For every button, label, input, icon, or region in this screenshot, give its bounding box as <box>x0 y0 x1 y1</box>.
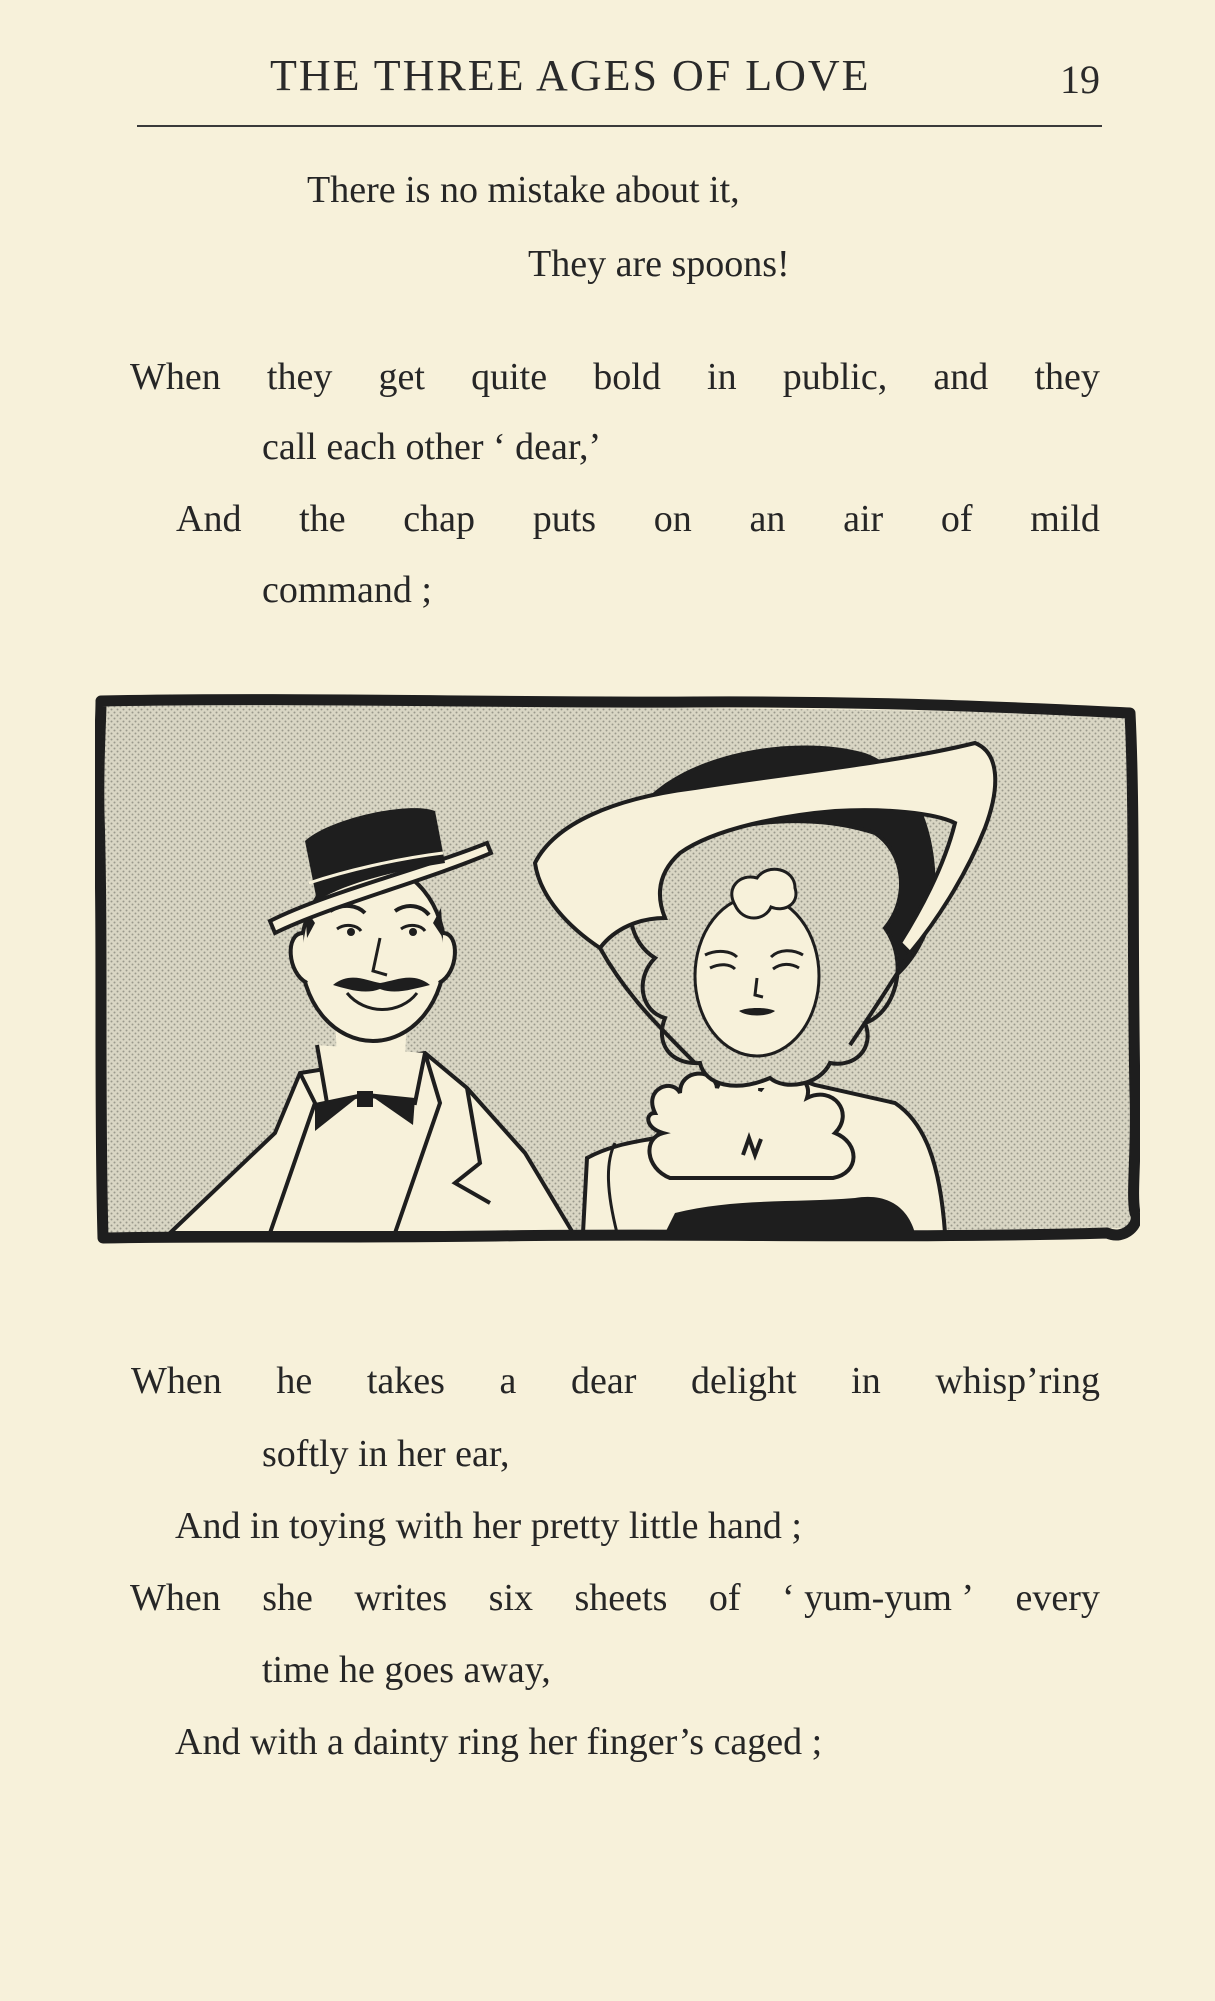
verse-word: of <box>708 1577 741 1619</box>
verse-line <box>131 1359 1100 1403</box>
verse-word: in <box>707 356 737 398</box>
illustration-couple <box>95 693 1140 1253</box>
verse-word: get <box>378 356 425 398</box>
verse-word: air <box>843 498 884 540</box>
verse-word: ‘ yum-yum ’ <box>781 1577 975 1619</box>
verse-word: takes <box>366 1360 445 1402</box>
verse-word: on <box>653 498 692 540</box>
verse-word: and <box>933 356 989 398</box>
verse-word: six <box>488 1577 534 1619</box>
verse-line: call each other ‘ dear,’ <box>262 426 602 468</box>
verse-line <box>130 1576 1100 1620</box>
verse-word: she <box>262 1577 313 1619</box>
verse-line <box>130 355 1100 399</box>
verse-word: bold <box>593 356 661 398</box>
verse-line: command ; <box>262 569 432 611</box>
page-number: 19 <box>1060 57 1100 102</box>
verse-word: whisp’ring <box>935 1360 1100 1402</box>
verse-word: And <box>176 498 242 540</box>
verse-word: puts <box>532 498 597 540</box>
verse-word: a <box>499 1360 517 1402</box>
header-rule <box>137 125 1102 127</box>
verse-word: in <box>851 1360 881 1402</box>
verse-word: the <box>299 498 346 540</box>
verse-line: And in toying with her pretty little hand ; <box>175 1505 802 1547</box>
verse-word: When <box>131 1360 222 1402</box>
verse-word: chap <box>403 498 476 540</box>
verse-line <box>176 497 1100 541</box>
verse-word: they <box>1034 356 1100 398</box>
verse-line: softly in her ear, <box>262 1433 510 1475</box>
verse-word: sheets <box>574 1577 668 1619</box>
verse-word: quite <box>471 356 548 398</box>
running-title: THE THREE AGES OF LOVE <box>270 51 871 100</box>
verse-word: of <box>940 498 973 540</box>
verse-word: he <box>276 1360 313 1402</box>
verse-line: They are spoons! <box>528 243 790 285</box>
verse-word: an <box>749 498 786 540</box>
verse-word: every <box>1015 1577 1100 1619</box>
verse-word: they <box>266 356 333 398</box>
verse-word: delight <box>691 1360 797 1402</box>
verse-word: public, <box>782 356 888 398</box>
verse-line: time he goes away, <box>262 1649 551 1691</box>
verse-word: mild <box>1030 498 1100 540</box>
verse-line: And with a dainty ring her finger’s caged ; <box>175 1721 823 1763</box>
verse-word: When <box>130 356 221 398</box>
verse-word: When <box>130 1577 221 1619</box>
verse-line: There is no mistake about it, <box>307 169 740 211</box>
verse-word: writes <box>354 1577 448 1619</box>
verse-word: dear <box>571 1360 637 1402</box>
